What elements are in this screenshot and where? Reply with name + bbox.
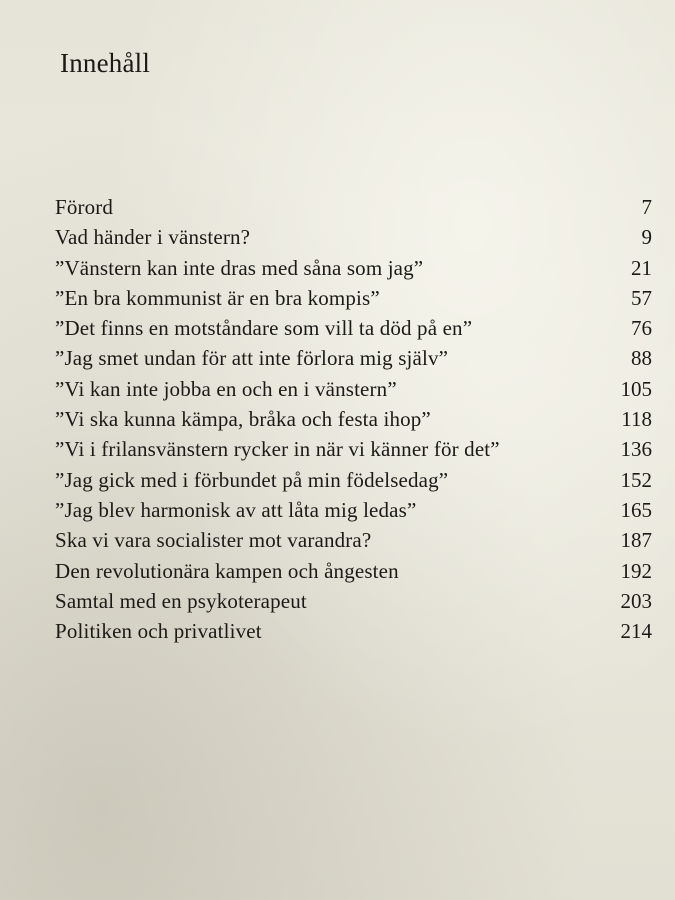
toc-entry-title: ”Det finns en motståndare som vill ta död på en” [55,316,473,341]
toc-entry [55,192,652,222]
toc-entry [55,374,652,404]
toc-entry-title: ”Vi kan inte jobba en och en i vänstern” [55,376,397,401]
toc-entry-page: 7 [641,195,652,219]
toc-entry-page: 118 [621,407,652,432]
toc-entry-page: 76 [631,316,652,341]
toc-entry-title: ”Vi i frilansvänstern rycker in när vi känner för det” [55,437,500,462]
toc-entry-page: 152 [620,467,652,492]
toc-entry-page: 105 [620,376,652,401]
toc-entry-page: 165 [620,497,652,522]
toc-entry [55,495,652,525]
toc-entry-page: 187 [620,528,652,553]
toc-entry [55,253,652,283]
toc-entry [55,222,652,252]
toc-entry-title: Vad händer i vänstern? [55,225,251,250]
toc-entry-page: 88 [631,346,652,371]
toc-entry [55,616,652,646]
toc-entry-page: 203 [620,588,652,613]
toc-entry-title: ”Vänstern kan inte dras med såna som jag” [55,255,424,280]
toc-entry-page: 21 [631,255,652,280]
toc-entry-page: 9 [641,225,652,250]
toc-entry [55,434,652,464]
toc-entry-title: Samtal med en psykoterapeut [55,588,307,613]
toc-entry-title: ”Jag gick med i förbundet på min födelsedag” [55,467,449,492]
table-of-contents [55,192,652,646]
toc-entry-title: Förord [55,195,114,219]
toc-entry-title: Politiken och privatlivet [55,619,262,644]
toc-entry [55,586,652,616]
toc-entry [55,556,652,586]
toc-entry-page: 192 [620,558,652,583]
toc-entry [55,313,652,343]
toc-entry-title: Den revolutionära kampen och ångesten [55,558,399,583]
toc-entry-title: ”Jag blev harmonisk av att låta mig ledas” [55,497,417,522]
toc-entry-title: ”En bra kommunist är en bra kompis” [55,285,380,310]
toc-entry [55,525,652,555]
toc-entry-title: ”Jag smet undan för att inte förlora mig själv” [55,346,449,371]
toc-entry-title: Ska vi vara socialister mot varandra? [55,528,372,553]
toc-entry-title: ”Vi ska kunna kämpa, bråka och festa ihop” [55,407,431,432]
toc-entry [55,283,652,313]
toc-entry-page: 214 [620,619,652,644]
toc-entry-page: 136 [620,437,652,462]
toc-entry [55,404,652,434]
toc-entry [55,465,652,495]
toc-entry-page: 57 [631,285,652,310]
page-title: Innehåll [60,48,151,78]
toc-entry [55,343,652,373]
